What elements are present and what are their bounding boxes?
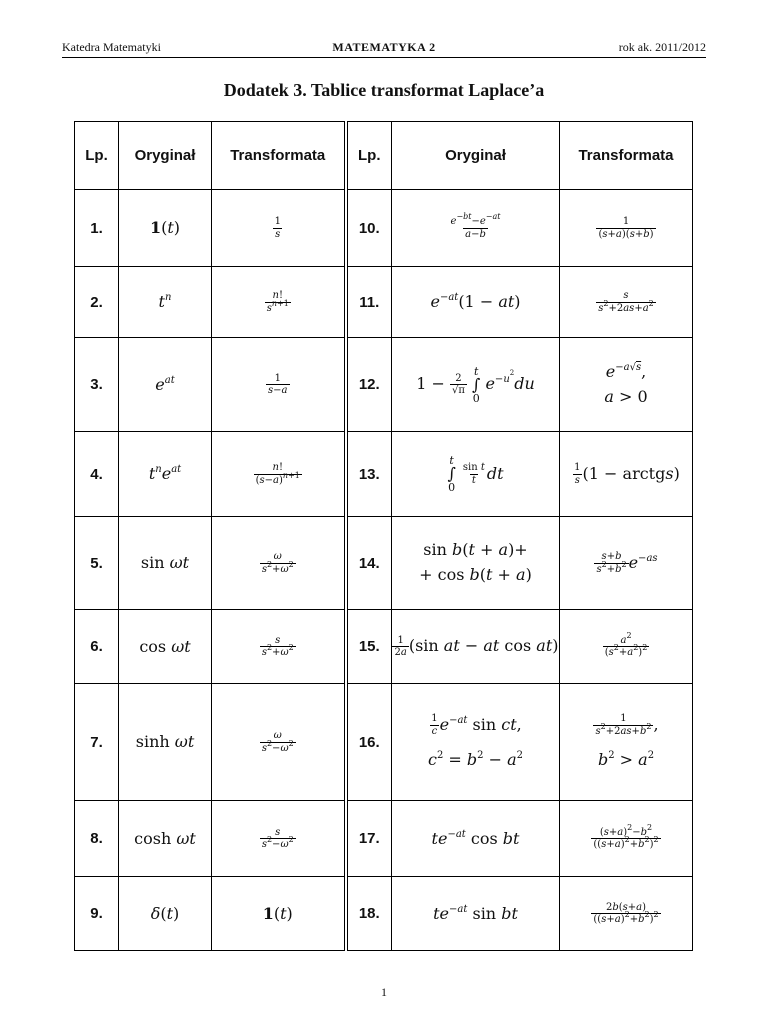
table-row	[75, 610, 693, 684]
transform-formula: $\frac{n!}{s^{n+1}}$	[212, 267, 346, 338]
original-formula: sinh ωt	[119, 684, 212, 801]
original-formula: sin ωt	[119, 517, 212, 610]
original-formula: 1 − $\frac{2}{√\pi}$ t ∫ 0 $e^{-u^2}du$	[392, 338, 560, 432]
row-number: 2.	[75, 267, 119, 338]
transform-formula: $\frac{s+b}{s^2+b^2}$ $e^{-as}$	[560, 517, 693, 610]
row-number: 17.	[346, 801, 392, 877]
transform-formula: $\frac{1}{s}$	[212, 190, 346, 267]
row-number: 1.	[75, 190, 119, 267]
table-header-row	[75, 122, 693, 190]
transform-formula: $\frac{\omega}{s^2-\omega^2}$	[212, 684, 346, 801]
row-number: 8.	[75, 801, 119, 877]
transform-formula: $\frac{1}{s^2+2as+b^2}$ , $b^2 > a^2$	[560, 684, 693, 801]
row-number: 14.	[346, 517, 392, 610]
table-row	[75, 517, 693, 610]
row-number: 18.	[346, 877, 392, 951]
row-number: 7.	[75, 684, 119, 801]
header-academic-year: rok ak. 2011/2012	[618, 40, 706, 54]
col-header-transform-2: Transformata	[560, 122, 693, 190]
original-formula: $e^{-at}(1 - at)$	[392, 267, 560, 338]
page-title: Dodatek 3. Tablice transformat Laplace’a	[223, 80, 545, 100]
row-number: 6.	[75, 610, 119, 684]
original-formula: cosh ωt	[119, 801, 212, 877]
table-row	[75, 338, 693, 432]
transform-formula: $\frac{s}{s^2+2as+a^2}$	[560, 267, 693, 338]
page-header	[62, 40, 706, 56]
row-number: 12.	[346, 338, 392, 432]
row-number: 16.	[346, 684, 392, 801]
original-formula: cos ωt	[119, 610, 212, 684]
transform-formula: $\frac{s}{s^2+\omega^2}$	[212, 610, 346, 684]
table-row	[75, 190, 693, 267]
transform-formula: $\frac{a^2}{(s^2+a^2)^2}$	[560, 610, 693, 684]
row-number: 3.	[75, 338, 119, 432]
page-number: 1	[381, 985, 387, 999]
original-formula: 1(t)	[119, 190, 212, 267]
col-header-original: Oryginał	[119, 122, 212, 190]
table-row	[75, 684, 693, 801]
table-row	[75, 877, 693, 951]
original-formula: t ∫ 0 $\frac{\text{sin t}}{t}$ dt	[392, 432, 560, 517]
original-formula: $te^{-at}$ cos bt	[392, 801, 560, 877]
transform-formula: $\frac{1}{(s+a)(s+b)}$	[560, 190, 693, 267]
original-formula: $\frac{1}{2a}$ (sin at − at cos at)	[392, 610, 560, 684]
row-number: 15.	[346, 610, 392, 684]
table-row	[75, 267, 693, 338]
transform-formula: $\frac{\omega}{s^2+\omega^2}$	[212, 517, 346, 610]
original-formula: $\frac{1}{c}$ $e^{-at}$ sin ct, $c^2 = b^2 - a^2$	[392, 684, 560, 801]
header-course: MATEMATYKA 2	[332, 40, 436, 54]
col-header-lp: Lp.	[75, 122, 119, 190]
row-number: 9.	[75, 877, 119, 951]
row-number: 4.	[75, 432, 119, 517]
original-formula: $te^{-at}$ sin bt	[392, 877, 560, 951]
transform-formula: $\frac{n!}{(s-a)^{n+1}}$	[212, 432, 346, 517]
transform-formula: $\frac{s}{s^2-\omega^2}$	[212, 801, 346, 877]
table-row	[75, 432, 693, 517]
col-header-original-2: Oryginał	[392, 122, 560, 190]
row-number: 5.	[75, 517, 119, 610]
transform-formula: $e^{-a√s}$, a > 0	[560, 338, 693, 432]
original-formula: $\frac{e^{-bt}-e^{-at}}{a-b}$	[392, 190, 560, 267]
table-row	[75, 801, 693, 877]
col-header-lp-2: Lp.	[346, 122, 392, 190]
col-header-transform: Transformata	[212, 122, 346, 190]
transform-formula: $\frac{(s+a)^2-b^2}{((s+a)^2+b^2)^2}$	[560, 801, 693, 877]
row-number: 13.	[346, 432, 392, 517]
transform-formula: 1(t)	[212, 877, 346, 951]
row-number: 10.	[346, 190, 392, 267]
original-formula: $e^{at}$	[119, 338, 212, 432]
original-formula: $t^n$	[119, 267, 212, 338]
transform-formula: $\frac{1}{s}$ (1 − arctgs)	[560, 432, 693, 517]
transform-formula: $\frac{2b(s+a)}{((s+a)^2+b^2)^2}$	[560, 877, 693, 951]
original-formula: δ(t)	[119, 877, 212, 951]
laplace-table	[74, 121, 693, 951]
header-department: Katedra Matematyki	[62, 40, 161, 54]
transform-formula: $\frac{1}{s-a}$	[212, 338, 346, 432]
row-number: 11.	[346, 267, 392, 338]
original-formula: $t^ne^{at}$	[119, 432, 212, 517]
header-rule	[62, 57, 706, 58]
original-formula: sin b(t + a)+ + cos b(t + a)	[392, 517, 560, 610]
